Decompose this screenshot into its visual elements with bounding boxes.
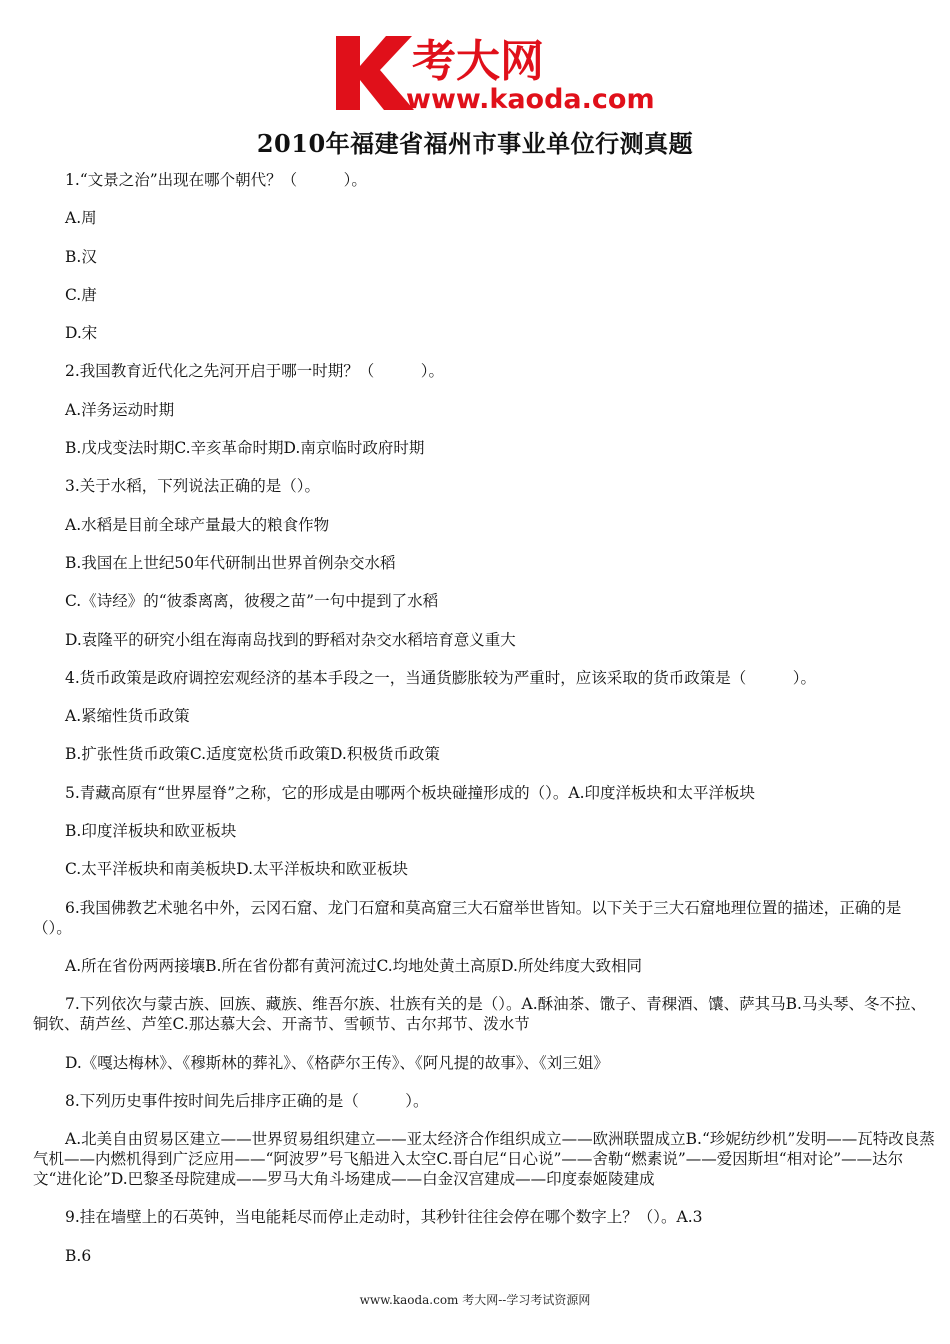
option-1a: A.周 xyxy=(65,209,97,228)
option-1b: B.汉 xyxy=(65,247,97,266)
option-6abcd: A.所在省份两两接壤B.所在省份都有黄河流过C.均地处黄土高原D.所处纬度大致相同 xyxy=(65,956,642,975)
option-3b: B.我国在上世纪50年代研制出世界首例杂交水稻 xyxy=(65,553,396,572)
question-7: 7.下列依次与蒙古族、回族、藏族、维吾尔族、壮族有关的是（）。A.酥油茶、馓子、青稞酒、馕、萨其马B.马头琴、冬不拉、铜钦、葫芦丝、芦笙C.那达慕大会、开斋节、雪顿节、古尔邦节、泼水节 xyxy=(33,995,926,1034)
option-4bcd: B.扩张性货币政策C.适度宽松货币政策D.积极货币政策 xyxy=(65,745,440,764)
question-1: 1.“文景之治”出现在哪个朝代？（ ）。 xyxy=(65,171,367,189)
option-5b: B.印度洋板块和欧亚板块 xyxy=(65,822,237,841)
page-footer: www.kaoda.com 考大网--学习考试资源网 xyxy=(359,1293,591,1307)
option-3c: C.《诗经》的“彼黍离离，彼稷之苗”一句中提到了水稻 xyxy=(65,592,439,611)
question-6: 6.我国佛教艺术驰名中外，云冈石窟、龙门石窟和莫高窟三大石窟举世皆知。以下关于三大石窟地理位置的描述，正确的是（）。 xyxy=(33,898,902,937)
option-3a: A.水稻是目前全球产量最大的粮食作物 xyxy=(65,515,330,534)
logo-k-mark xyxy=(336,36,414,110)
question-3: 3.关于水稻，下列说法正确的是（）。 xyxy=(65,477,321,496)
logo-url-text: www.kaoda.com xyxy=(406,84,655,114)
option-1c: C.唐 xyxy=(65,285,97,304)
option-2bcd: B.戊戌变法时期C.辛亥革命时期D.南京临时政府时期 xyxy=(65,439,425,458)
option-1d: D.宋 xyxy=(65,324,98,343)
question-list xyxy=(33,170,939,1284)
question-8: 8.下列历史事件按时间先后排序正确的是（ ）。 xyxy=(65,1091,429,1110)
page-title: 2010年福建省福州市事业单位行测真题 xyxy=(256,129,694,158)
option-4a: A.紧缩性货币政策 xyxy=(65,707,190,726)
question-9: 9.挂在墙壁上的石英钟，当电能耗尽而停止走动时，其秒针往往会停在哪个数字上？（）。A.3 xyxy=(65,1208,703,1227)
question-4: 4.货币政策是政府调控宏观经济的基本手段之一，当通货膨胀较为严重时，应该采取的货币政策是（ ）。 xyxy=(65,668,817,687)
logo-graphic xyxy=(334,30,664,114)
kaoda-logo[interactable] xyxy=(334,30,664,114)
option-5cd: C.太平洋板块和南美板块D.太平洋板块和欧亚板块 xyxy=(65,860,409,879)
option-3d: D.袁隆平的研究小组在海南岛找到的野稻对杂交水稻培育意义重大 xyxy=(65,630,516,649)
option-2a: A.洋务运动时期 xyxy=(65,400,175,419)
option-7d: D.《嘎达梅林》、《穆斯林的葬礼》、《格萨尔王传》、《阿凡提的故事》、《刘三姐》 xyxy=(65,1053,609,1072)
option-8abcd: A.北美自由贸易区建立——世界贸易组织建立——亚太经济合作组织成立——欧洲联盟成立B.“珍妮纺纱机”发明——瓦特改良蒸气机——内燃机得到广泛应用——“阿波罗”号飞船进入太空C.哥白尼“日心说”——舍勒“燃素说”——爱因斯坦“相对论”——达尔文“进化论”D.巴黎圣母院建成——罗马大角斗场建成——白金汉宫建成——印度泰姬陵建成 xyxy=(33,1130,935,1189)
option-9b: B.6 xyxy=(65,1246,92,1265)
question-2: 2.我国教育近代化之先河开启于哪一时期？（ ）。 xyxy=(65,362,445,381)
question-5: 5.青藏高原有“世界屋脊”之称，它的形成是由哪两个板块碰撞形成的（）。A.印度洋板块和太平洋板块 xyxy=(65,783,756,802)
logo-brand-text: 考大网 xyxy=(412,36,544,87)
